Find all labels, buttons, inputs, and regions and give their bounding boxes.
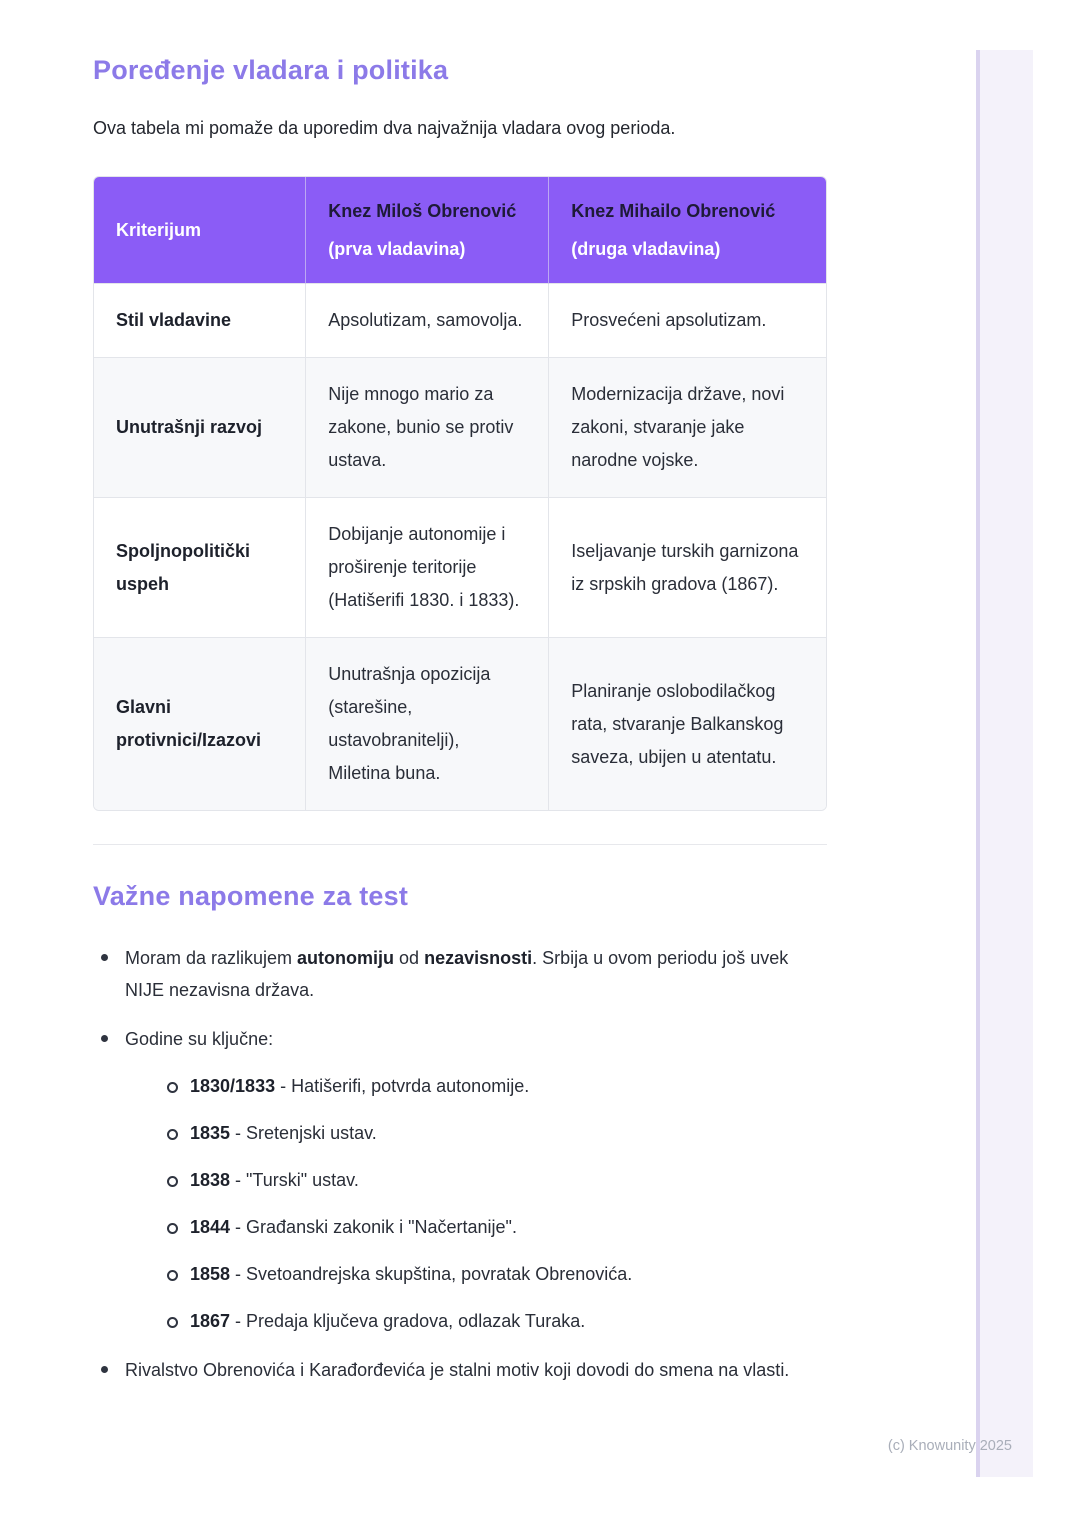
year-item [161, 1164, 827, 1196]
header-label-milos-suffix: (prva vladavina) [328, 239, 466, 259]
header-label-mihailo-suffix: (druga vladavina) [571, 239, 721, 259]
year-label: 1844 [190, 1217, 231, 1237]
year-description: - Svetoandrejska skupština, povratak Obrenovića. [230, 1264, 633, 1284]
header-label-criterion: Kriterijum [116, 220, 202, 240]
year-description: - "Turski" ustav. [230, 1170, 359, 1190]
year-description: - Sretenjski ustav. [230, 1123, 377, 1143]
cell-mihailo: Modernizacija države, novi zakoni, stvaranje jake narodne vojske. [549, 358, 826, 498]
cell-mihailo: Iseljavanje turskih garnizona iz srpskih gradova (1867). [549, 498, 826, 638]
list-item-autonomy [93, 942, 827, 1006]
year-item [161, 1211, 827, 1243]
cell-milos: Dobijanje autonomije i proširenje teritorije (Hatišerifi 1830. i 1833). [306, 498, 549, 638]
years-sublist [161, 1070, 827, 1337]
year-item [161, 1305, 827, 1337]
section-title-notes: Važne napomene za test [93, 881, 409, 911]
year-description: - Hatišerifi, potvrda autonomije. [275, 1076, 530, 1096]
header-cell-milos [306, 177, 549, 284]
year-item [161, 1117, 827, 1149]
section-divider [93, 844, 827, 845]
header-label-milos-name: Knez Miloš Obrenović [328, 201, 517, 221]
notes-list [93, 942, 827, 1386]
list-item-key-years [93, 1023, 827, 1337]
text-segment: od [394, 948, 425, 968]
header-cell-criterion [94, 177, 306, 284]
bold-term-nezavisnost: nezavisnosti [424, 948, 533, 968]
table-row [94, 638, 826, 810]
text-segment: Rivalstvo Obrenovića i Karađorđevića je stalni motiv koji dovodi do smena na vlasti. [125, 1360, 790, 1380]
table-header-row [94, 177, 826, 284]
intro-paragraph: Ova tabela mi pomaže da uporedim dva najvažnija vladara ovog perioda. [93, 118, 676, 138]
header-cell-mihailo [549, 177, 826, 284]
year-label: 1867 [190, 1311, 231, 1331]
list-item-rivalry [93, 1354, 827, 1386]
cell-mihailo: Planiranje oslobodilačkog rata, stvaranje Balkanskog saveza, ubijen u atentatu. [549, 638, 826, 810]
comparison-table [94, 177, 826, 810]
year-label: 1830/1833 [190, 1076, 276, 1096]
text-segment: Godine su ključne: [125, 1029, 274, 1049]
table-row [94, 498, 826, 638]
cell-criterion: Stil vladavine [94, 284, 306, 358]
table-row [94, 358, 826, 498]
year-description: - Predaja ključeva gradova, odlazak Turaka. [230, 1311, 586, 1331]
text-segment: . Srbija u ovom periodu još uvek NIJE nezavisna država. [125, 948, 789, 1000]
year-item [161, 1258, 827, 1290]
cell-mihailo: Prosvećeni apsolutizam. [549, 284, 826, 358]
section-title-comparison: Poređenje vladara i politika [93, 55, 449, 85]
cell-milos: Unutrašnja opozicija (starešine, ustavobranitelji), Miletina buna. [306, 638, 549, 810]
copyright-watermark: (c) Knowunity 2025 [887, 1438, 1012, 1454]
table-row [94, 284, 826, 358]
bold-term-autonomija: autonomiju [297, 948, 395, 968]
cell-criterion: Glavni protivnici/Izazovi [94, 638, 306, 810]
cell-milos: Nije mnogo mario za zakone, bunio se protiv ustava. [306, 358, 549, 498]
year-label: 1838 [190, 1170, 231, 1190]
year-description: - Građanski zakonik i "Načertanije". [230, 1217, 517, 1237]
year-label: 1858 [190, 1264, 231, 1284]
cell-criterion: Spoljnopolitički uspeh [94, 498, 306, 638]
cell-milos: Apsolutizam, samovolja. [306, 284, 549, 358]
text-segment: Moram da razlikujem [125, 948, 298, 968]
year-label: 1835 [190, 1123, 231, 1143]
cell-criterion: Unutrašnji razvoj [94, 358, 306, 498]
comparison-table-container [93, 176, 827, 811]
year-item [161, 1070, 827, 1102]
header-label-mihailo-name: Knez Mihailo Obrenović [571, 201, 776, 221]
